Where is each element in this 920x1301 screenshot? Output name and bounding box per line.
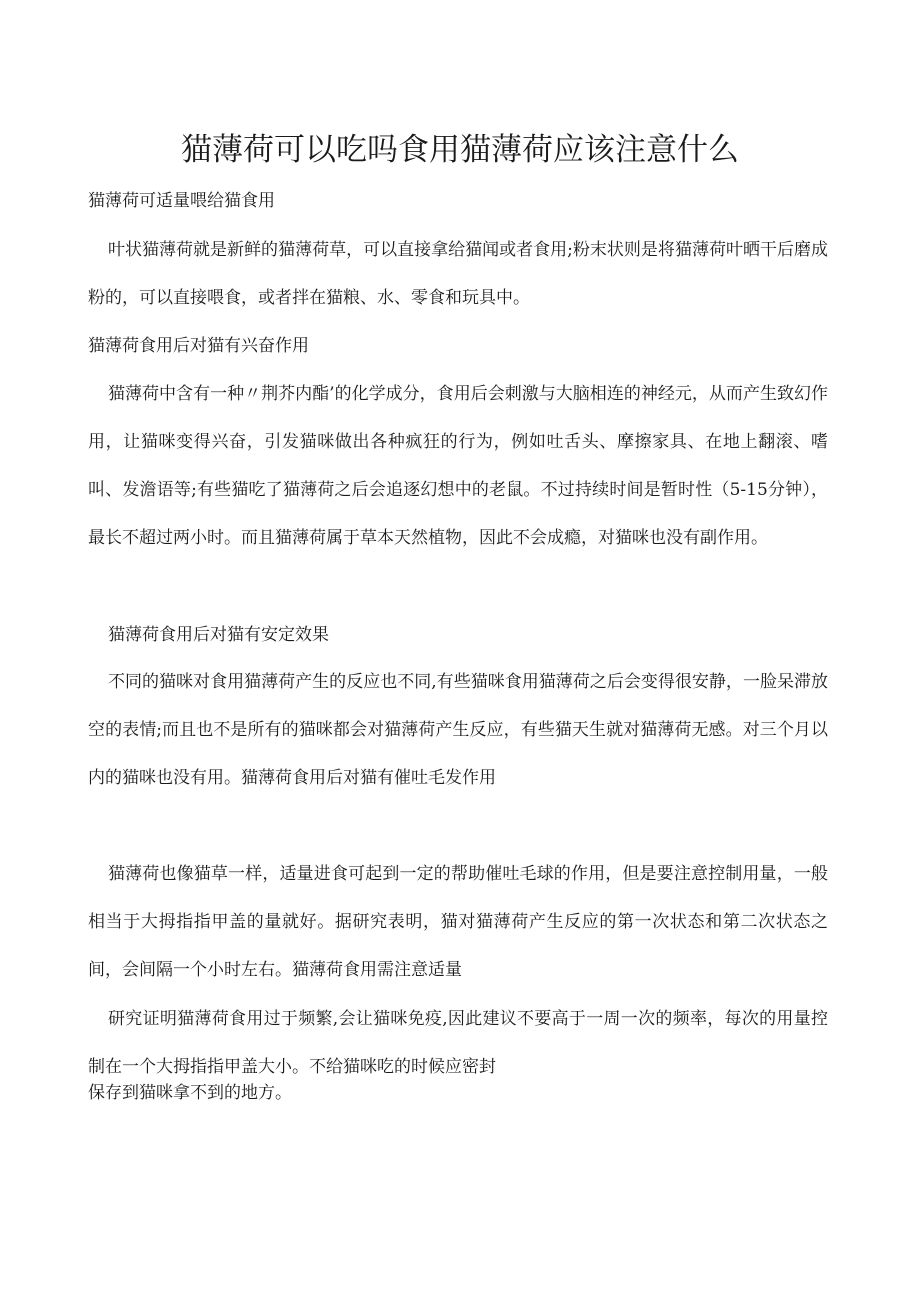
document-title: 猫薄荷可以吃吗食用猫薄荷应该注意什么 — [181, 132, 739, 168]
paragraph-moderation: 研究证明猫薄荷食用过于频繁,会让猫咪免疫,因此建议不要高于一周一次的频率，每次的用量控制在一个大拇指指甲盖大小。不给猫咪吃的时候应密封 — [88, 1009, 828, 1077]
section-heading-excitement: 猫薄荷食用后对猫有兴奋作用 — [88, 336, 309, 356]
paragraph-excitement: 猫薄荷中含有一种〃荆芥内酯’的化学成分，食用后会刺激与大脑相连的神经元，从而产生致幻作用，让猫咪变得兴奋，引发猫咪做出各种疯狂的行为，例如吐舌头、摩擦家具、在地上翻滚、嗜叫、发澹语等;有些猫吃了猫薄荷之后会追逐幻想中的老鼠。不过持续时间是暂时性（5-15分钟），最长不超过两小时。而且猫薄荷属于草本天然植物，因此不会成瘾，对猫咪也没有副作用。 — [88, 384, 828, 548]
paragraph-moderation-tail: 保存到猫咪拿不到的地方。 — [88, 1083, 292, 1103]
paragraph-calming: 不同的猫咪对食用猫薄荷产生的反应也不同,有些猫咪食用猫薄荷之后会变得很安静，一脸呆滞放空的表情;而且也不是所有的猫咪都会对猫薄荷产生反应，有些猫天生就对猫薄荷无感。对三个月以内的猫咪也没有用。猫薄荷食用后对猫有催吐毛发作用 — [88, 672, 828, 788]
paragraph-hairball: 猫薄荷也像猫草一样，适量进食可起到一定的帮助催吐毛球的作用，但是要注意控制用量，一般相当于大拇指指甲盖的量就好。据研究表明，猫对猫薄荷产生反应的第一次状态和第二次状态之间，会间隔一个小时左右。猫薄荷食用需注意适量 — [88, 864, 828, 980]
section-heading-feeding: 猫薄荷可适量喂给猫食用 — [88, 191, 275, 211]
paragraph-feeding: 叶状猫薄荷就是新鲜的猫薄荷草，可以直接拿给猫闻或者食用;粉末状则是将猫薄荷叶晒干后磨成粉的，可以直接喂食，或者拌在猫粮、水、零食和玩具中。 — [88, 240, 828, 308]
section-heading-calming: 猫薄荷食用后对猫有安定效果 — [108, 625, 329, 645]
